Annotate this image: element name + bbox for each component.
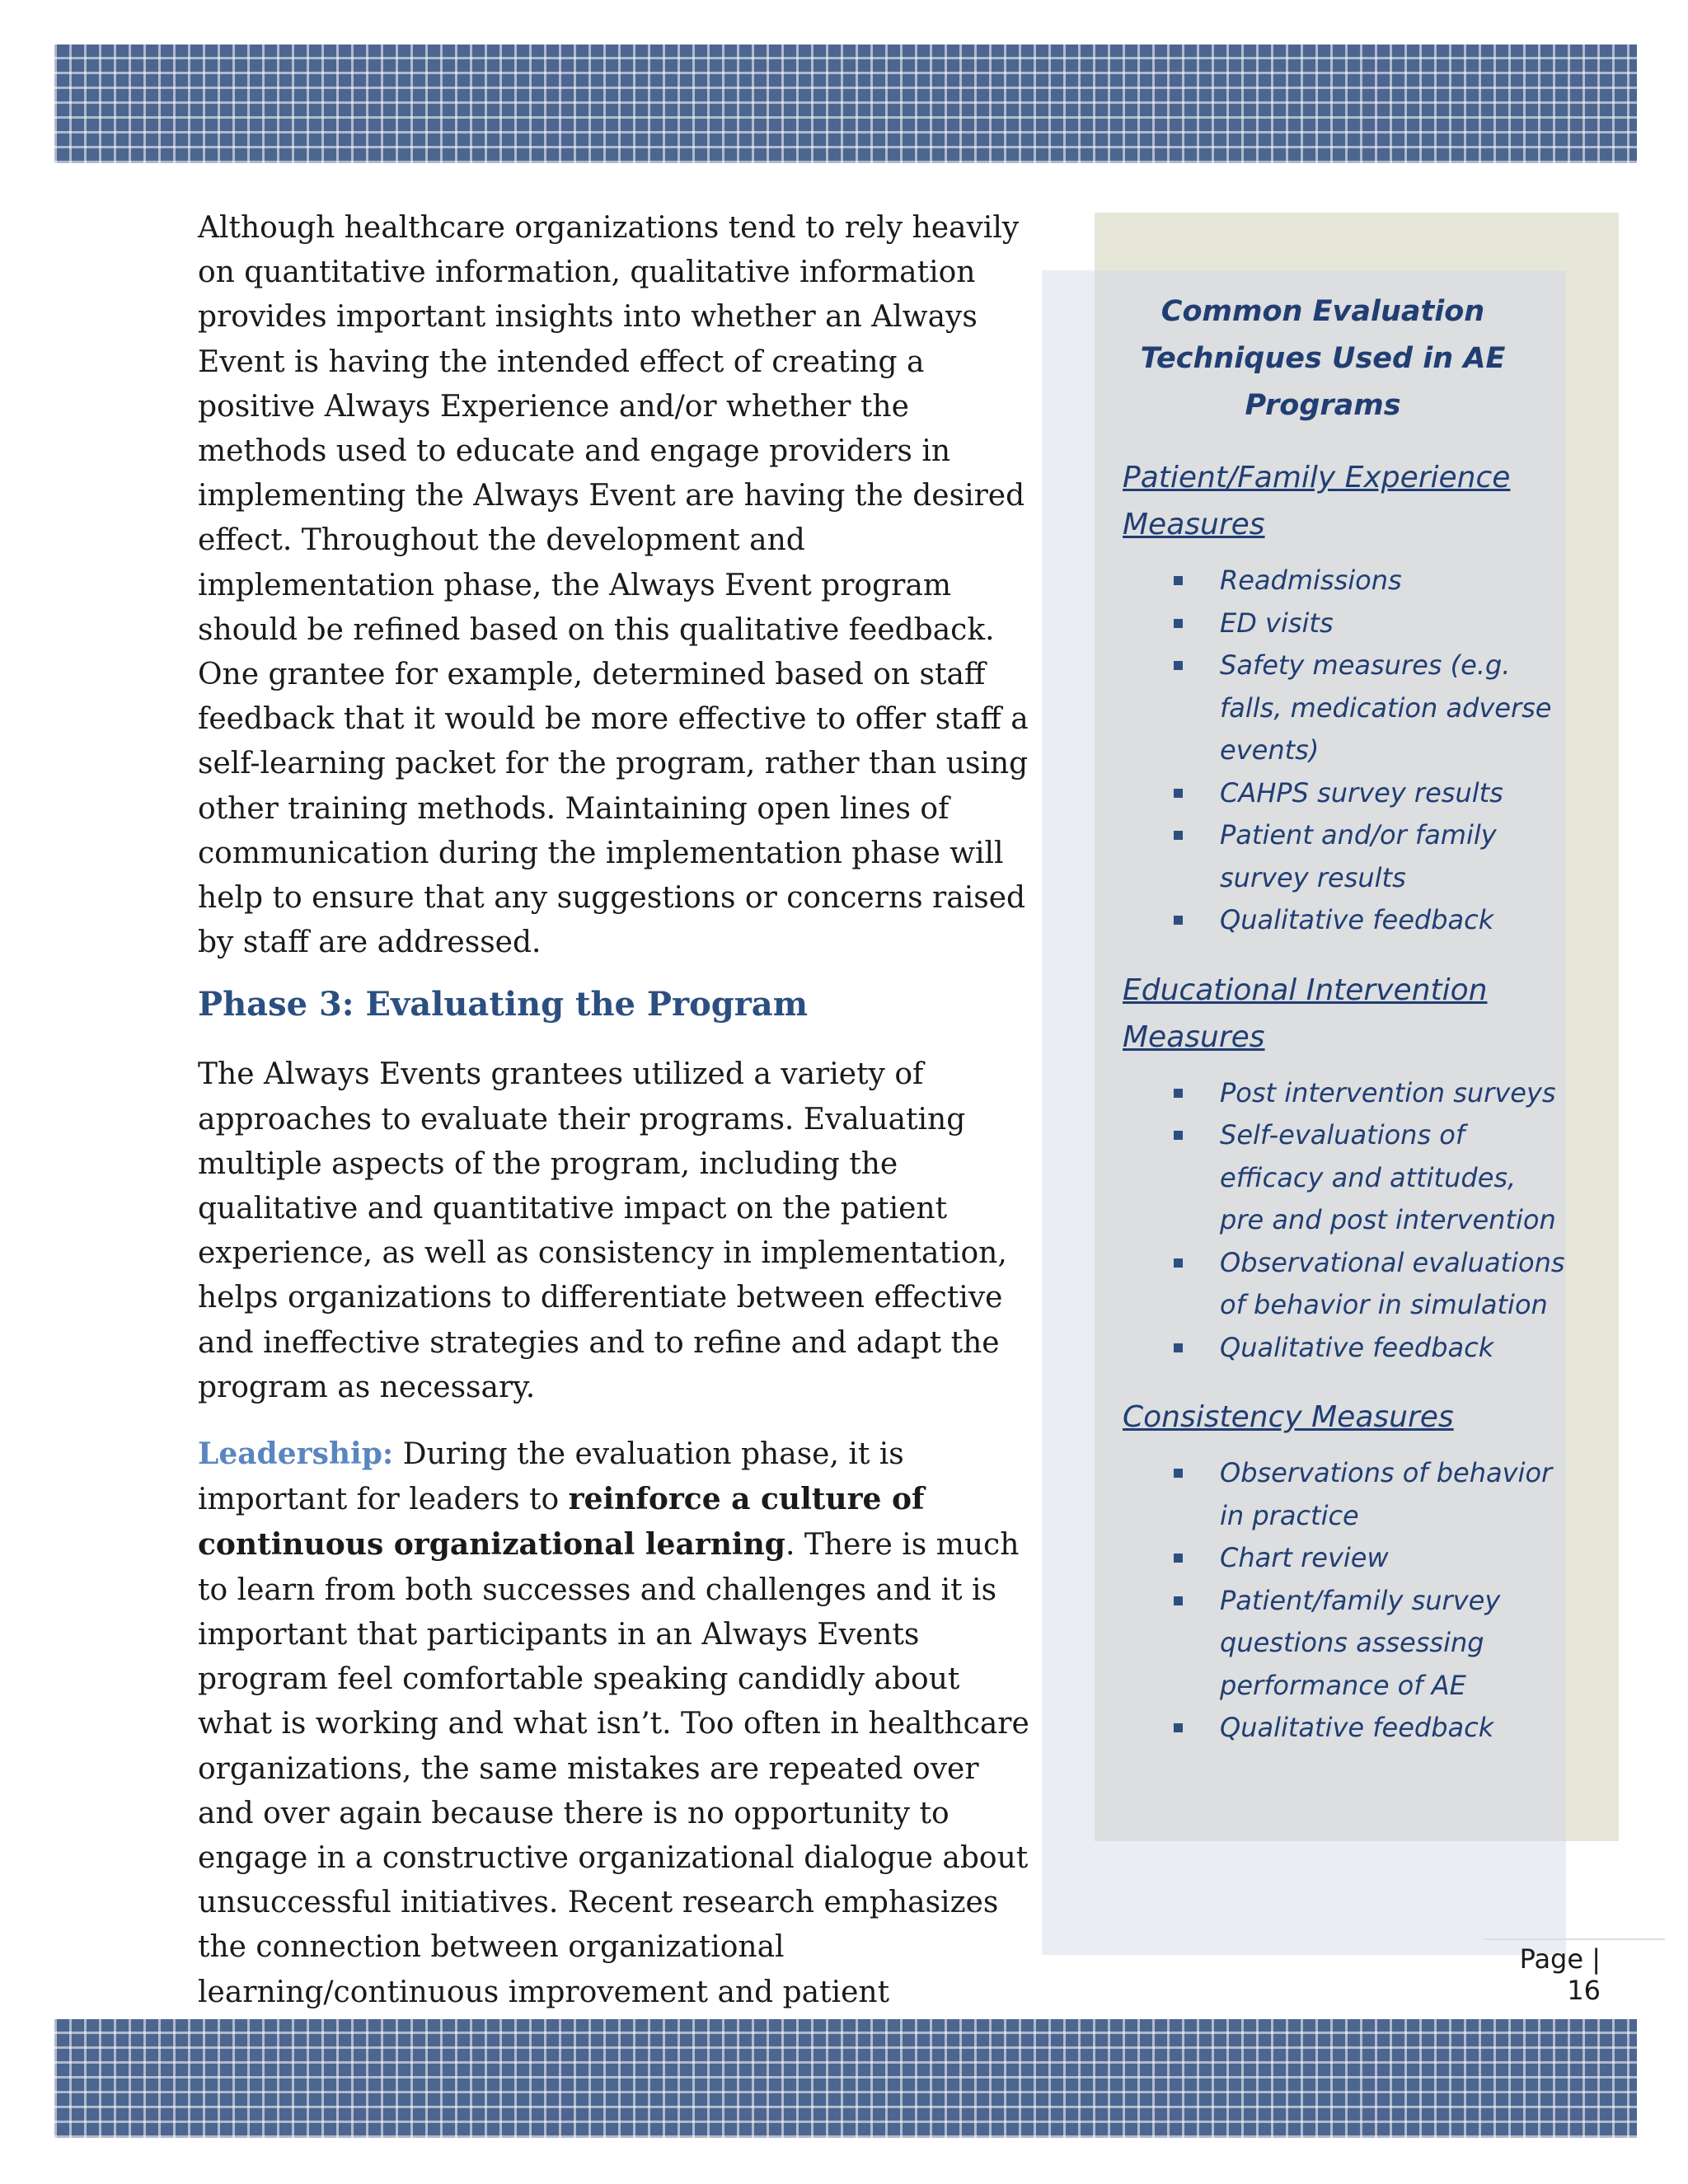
list-item: Observational evaluations of behavior in simulation — [1220, 1242, 1568, 1327]
sidebar-section-heading: Consistency Measures — [1123, 1400, 1454, 1434]
leadership-intro-text: During the evaluation phase, it is important for leaders to — [198, 1437, 904, 1517]
header-pattern-band — [54, 45, 1637, 163]
body-paragraph-1: Although healthcare organizations tend to rely heavily on quantitative information, qualitative information provides important insights into whether an Always Event is having the intended effect of creating a positive Always Experience and/or whether the methods used to educate and engage providers in implementing the Always Event are having the desired effect. Throughout the development and implementation phase, the Always Event program should be refined based on this qualitative feedback. One grantee for example, determined based on staff feedback that it would be more effective to offer staff a self-learning packet for the program, rather than using other training methods. Maintaining open lines of communication during the implementation phase will help to ensure that any suggestions or concerns raised by staff are addressed. — [198, 211, 1029, 960]
list-item: Qualitative feedback — [1220, 1707, 1568, 1750]
sidebar-section-heading: Patient/Family Experience Measures — [1123, 461, 1511, 541]
footer-pattern-band — [54, 2019, 1637, 2138]
leadership-bold-text: reinforce a culture of continuous organizational learning — [198, 1482, 925, 1563]
list-item: CAHPS survey results — [1220, 772, 1568, 815]
list-item: Post intervention surveys — [1220, 1072, 1568, 1115]
list-item: Observations of behavior in practice — [1220, 1452, 1568, 1537]
list-item: Readmissions — [1220, 560, 1568, 602]
sidebar-list — [1123, 560, 1568, 942]
list-item: Self-evaluations of efficacy and attitudes, pre and post intervention — [1220, 1114, 1568, 1242]
leadership-rest-text: . There is much to learn from both successes and challenges and it is important that participants in an Always Events program feel comfortable speaking candidly about what is working and what isn’t. Too often in healthcare organizations, the same mistakes are repeated over and over again because there is no opportunity to engage in a constructive organizational dialogue about unsuccessful initiatives. Recent research emphasizes the connection between organizational learning/continuous improvement and patient — [198, 1528, 1029, 2009]
evaluation-techniques-sidebar — [1123, 288, 1568, 1774]
section-heading-phase-3: Phase 3: Evaluating the Program — [198, 985, 809, 1024]
sidebar-list — [1123, 1452, 1568, 1750]
sidebar-section-heading: Educational Intervention Measures — [1123, 972, 1488, 1054]
body-paragraph-2: The Always Events grantees utilized a variety of approaches to evaluate their programs. Evaluating multiple aspects of the program, including the qualitative and quantitative impact on the patient experience, as well as consistency in implementation, helps organizations to differentiate between effective and ineffective strategies and to refine and adapt the program as necessary. — [198, 1057, 1007, 1404]
list-item: ED visits — [1220, 602, 1568, 645]
leadership-label: Leadership: — [198, 1436, 394, 1472]
footer-divider — [1484, 1938, 1665, 1940]
list-item: Patient/family survey questions assessing performance of AE — [1220, 1580, 1568, 1708]
main-text-column — [198, 206, 1030, 2060]
sidebar-list — [1123, 1072, 1568, 1370]
list-item: Chart review — [1220, 1537, 1568, 1580]
list-item: Qualitative feedback — [1220, 1327, 1568, 1370]
sidebar-title: Common Evaluation Techniques Used in AE Programs — [1140, 295, 1506, 422]
body-paragraph-leadership — [198, 1432, 1030, 2060]
page-number: Page | 16 — [1519, 1943, 1601, 2006]
list-item: Safety measures (e.g. falls, medication adverse events) — [1220, 644, 1568, 772]
list-item: Patient and/or family survey results — [1220, 814, 1568, 899]
list-item: Qualitative feedback — [1220, 899, 1568, 942]
